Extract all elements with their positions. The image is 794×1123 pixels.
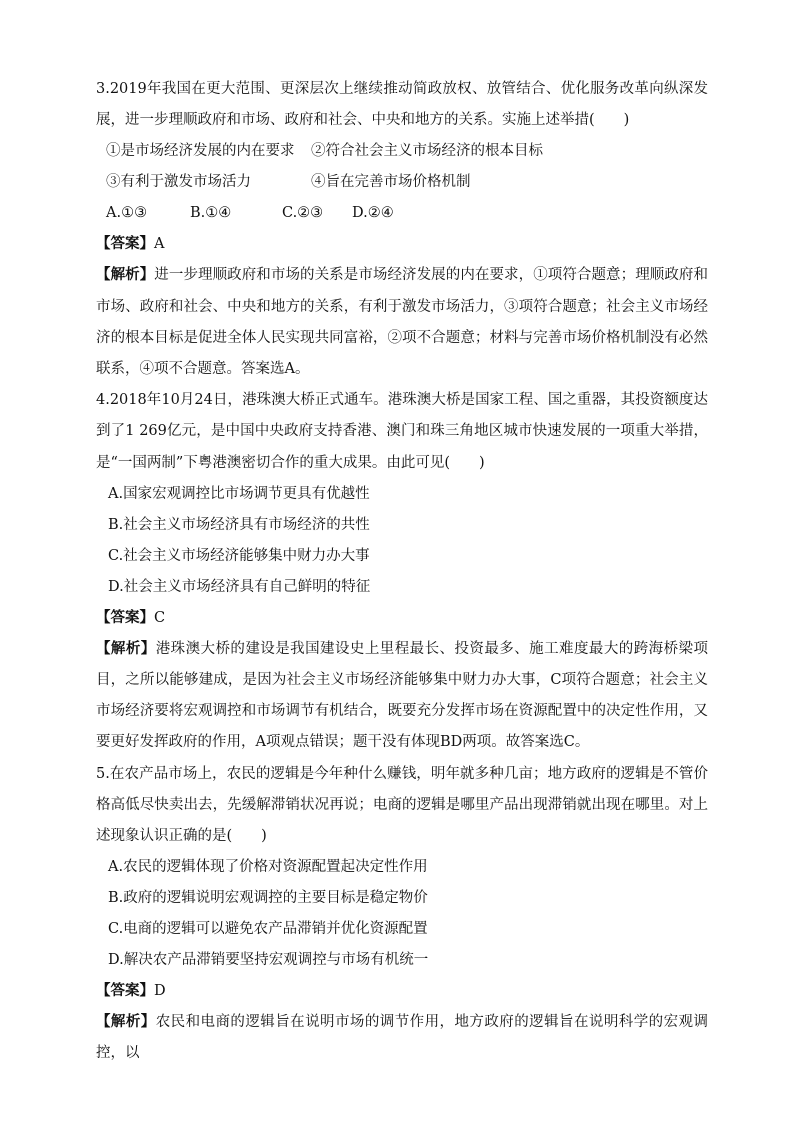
question-3-item-4: ④旨在完善市场价格机制: [311, 174, 471, 191]
question-3-option-b: B.①④: [190, 205, 232, 222]
document-page: [96, 74, 708, 1070]
question-3-option-a: A.①③: [106, 205, 148, 222]
question-5-stem: 5.在农产品市场上，农民的逻辑是今年种什么赚钱，明年就多种几亩；地方政府的逻辑是不管价格高低尽快卖出去，先缓解滞销状况再说；电商的逻辑是哪里产品出现滞销就出现在哪里。对上述现象认识正确的是( ): [96, 765, 708, 845]
question-4-option-d: D.社会主义市场经济具有自己鲜明的特征: [108, 578, 371, 595]
question-3-answer: [96, 229, 708, 260]
question-3-option-c: C.②③: [282, 205, 324, 222]
question-5-option-b: B.政府的逻辑说明宏观调控的主要目标是稳定物价: [108, 890, 428, 907]
question-5-option-c: C.电商的逻辑可以避免农产品滞销并优化资源配置: [108, 921, 428, 938]
question-5-explanation: [96, 1007, 708, 1069]
question-3-items-row-1: [96, 136, 708, 167]
question-3-items-row-2: [96, 167, 708, 198]
answer-label: 【答案】: [96, 983, 154, 1000]
explanation-text: 进一步理顺政府和市场的关系是市场经济发展的内在要求，①项符合题意；理顺政府和市场、政府和社会、中央和地方的关系，有利于激发市场活力，③项符合题意；社会主义市场经济的根本目标是促进全体人民实现共同富裕，②项不合题意；材料与完善市场价格机制没有必然联系，④项不合题意。答案选A。: [96, 267, 709, 378]
question-3-explanation: [96, 260, 708, 385]
question-4-option-c: C.社会主义市场经济能够集中财力办大事: [108, 547, 370, 564]
question-4-option-b: B.社会主义市场经济具有市场经济的共性: [108, 516, 370, 533]
explanation-label: 【解析】: [96, 640, 156, 657]
answer-value: A: [154, 236, 165, 253]
question-3-item-2: ②符合社会主义市场经济的根本目标: [311, 143, 543, 160]
answer-value: C: [154, 609, 166, 626]
explanation-label: 【解析】: [96, 1014, 156, 1031]
question-3-options: [96, 198, 708, 229]
answer-value: D: [154, 983, 166, 1000]
question-3-item-1: ①是市场经济发展的内在要求: [106, 143, 295, 160]
question-3-stem: 3.2019年我国在更大范围、更深层次上继续推动简政放权、放管结合、优化服务改革向纵深发展，进一步理顺政府和市场、政府和社会、中央和地方的关系。实施上述举措( ): [96, 81, 708, 129]
answer-label: 【答案】: [96, 236, 154, 253]
question-4-option-a: A.国家宏观调控比市场调节更具有优越性: [108, 485, 370, 502]
explanation-text: 港珠澳大桥的建设是我国建设史上里程最长、投资最多、施工难度最大的跨海桥梁项目，之所以能够建成，是因为社会主义市场经济能够集中财力办大事，C项符合题意；社会主义市场经济要将宏观调控和市场调节有机结合，既要充分发挥市场在资源配置中的决定性作用，又要更好发挥政府的作用，A项观点错误；题干没有体现BD两项。故答案选C。: [96, 640, 708, 751]
question-5-answer: [96, 976, 708, 1007]
question-4-explanation: [96, 634, 708, 759]
question-5-option-a: A.农民的逻辑体现了价格对资源配置起决定性作用: [108, 859, 428, 876]
question-5-option-d: D.解决农产品滞销要坚持宏观调控与市场有机统一: [108, 952, 429, 969]
question-3-item-3: ③有利于激发市场活力: [106, 174, 251, 191]
explanation-text: 农民和电商的逻辑旨在说明市场的调节作用，地方政府的逻辑旨在说明科学的宏观调控，以: [96, 1014, 708, 1062]
question-4-answer: [96, 603, 708, 634]
question-4-stem: 4.2018年10月24日，港珠澳大桥正式通车。港珠澳大桥是国家工程、国之重器，其投资额度达到了1 269亿元，是中国中央政府支持香港、澳门和珠三角地区城市快速发展的一项重大举措，是“一国两制”下粤港澳密切合作的重大成果。由此可见( ): [96, 392, 708, 471]
explanation-label: 【解析】: [96, 267, 155, 284]
question-3-option-d: D.②④: [352, 205, 394, 222]
answer-label: 【答案】: [96, 609, 154, 626]
